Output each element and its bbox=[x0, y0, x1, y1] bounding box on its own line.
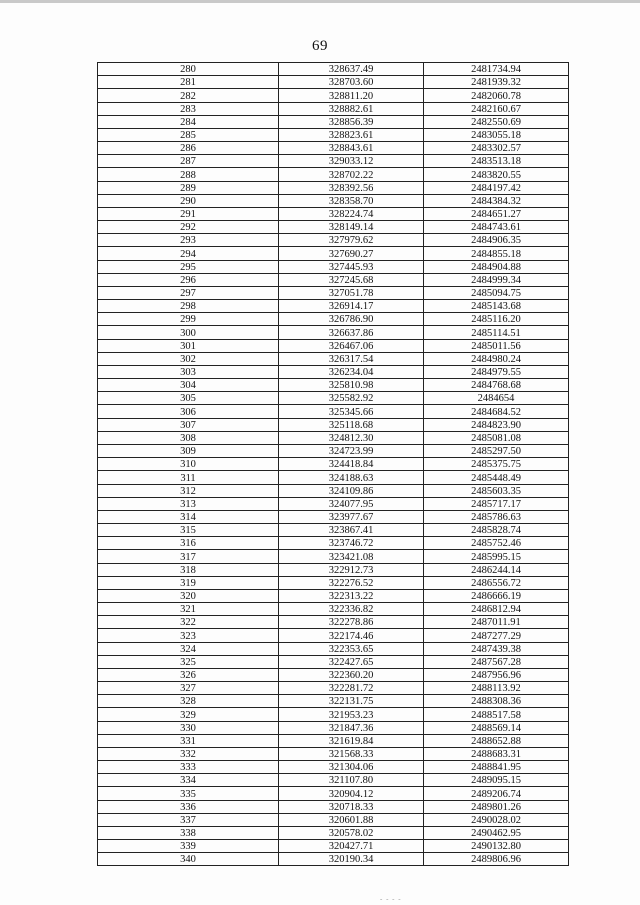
point-number-cell: 334 bbox=[98, 774, 279, 787]
point-number-cell: 306 bbox=[98, 405, 279, 418]
y-coordinate-cell: 2485375.75 bbox=[424, 458, 569, 471]
point-number-cell: 285 bbox=[98, 128, 279, 141]
x-coordinate-cell: 326786.90 bbox=[279, 313, 424, 326]
y-coordinate-cell: 2486244.14 bbox=[424, 563, 569, 576]
y-coordinate-cell: 2485081.08 bbox=[424, 431, 569, 444]
x-coordinate-cell: 322131.75 bbox=[279, 695, 424, 708]
x-coordinate-cell: 323421.08 bbox=[279, 550, 424, 563]
table-row bbox=[98, 313, 569, 326]
point-number-cell: 320 bbox=[98, 589, 279, 602]
y-coordinate-cell: 2486556.72 bbox=[424, 576, 569, 589]
table-row bbox=[98, 260, 569, 273]
scan-artifact: - - - - bbox=[380, 895, 402, 903]
y-coordinate-cell: 2487956.96 bbox=[424, 668, 569, 681]
table-row bbox=[98, 747, 569, 760]
table-row bbox=[98, 168, 569, 181]
y-coordinate-cell: 2490462.95 bbox=[424, 826, 569, 839]
point-number-cell: 329 bbox=[98, 708, 279, 721]
x-coordinate-cell: 320578.02 bbox=[279, 826, 424, 839]
point-number-cell: 292 bbox=[98, 221, 279, 234]
point-number-cell: 286 bbox=[98, 142, 279, 155]
y-coordinate-cell: 2487439.38 bbox=[424, 642, 569, 655]
table-row bbox=[98, 142, 569, 155]
x-coordinate-cell: 324188.63 bbox=[279, 471, 424, 484]
y-coordinate-cell: 2485786.63 bbox=[424, 510, 569, 523]
point-number-cell: 326 bbox=[98, 668, 279, 681]
x-coordinate-cell: 328882.61 bbox=[279, 102, 424, 115]
x-coordinate-cell: 324812.30 bbox=[279, 431, 424, 444]
point-number-cell: 290 bbox=[98, 194, 279, 207]
y-coordinate-cell: 2486666.19 bbox=[424, 589, 569, 602]
table-row bbox=[98, 616, 569, 629]
y-coordinate-cell: 2488569.14 bbox=[424, 721, 569, 734]
table-row bbox=[98, 589, 569, 602]
x-coordinate-cell: 328856.39 bbox=[279, 115, 424, 128]
y-coordinate-cell: 2485752.46 bbox=[424, 537, 569, 550]
table-row bbox=[98, 695, 569, 708]
point-number-cell: 319 bbox=[98, 576, 279, 589]
y-coordinate-cell: 2485717.17 bbox=[424, 497, 569, 510]
point-number-cell: 328 bbox=[98, 695, 279, 708]
y-coordinate-cell: 2481939.32 bbox=[424, 76, 569, 89]
x-coordinate-cell: 323746.72 bbox=[279, 537, 424, 550]
x-coordinate-cell: 327979.62 bbox=[279, 234, 424, 247]
point-number-cell: 287 bbox=[98, 155, 279, 168]
x-coordinate-cell: 320190.34 bbox=[279, 853, 424, 866]
y-coordinate-cell: 2488113.92 bbox=[424, 682, 569, 695]
point-number-cell: 325 bbox=[98, 655, 279, 668]
y-coordinate-cell: 2484906.35 bbox=[424, 234, 569, 247]
y-coordinate-cell: 2487567.28 bbox=[424, 655, 569, 668]
point-number-cell: 338 bbox=[98, 826, 279, 839]
y-coordinate-cell: 2485828.74 bbox=[424, 524, 569, 537]
y-coordinate-cell: 2485094.75 bbox=[424, 286, 569, 299]
table-row bbox=[98, 63, 569, 76]
table-row bbox=[98, 339, 569, 352]
y-coordinate-cell: 2482550.69 bbox=[424, 115, 569, 128]
y-coordinate-cell: 2484999.34 bbox=[424, 273, 569, 286]
table-row bbox=[98, 471, 569, 484]
y-coordinate-cell: 2488683.31 bbox=[424, 747, 569, 760]
point-number-cell: 332 bbox=[98, 747, 279, 760]
x-coordinate-cell: 324109.86 bbox=[279, 484, 424, 497]
y-coordinate-cell: 2488517.58 bbox=[424, 708, 569, 721]
point-number-cell: 302 bbox=[98, 352, 279, 365]
point-number-cell: 337 bbox=[98, 813, 279, 826]
point-number-cell: 280 bbox=[98, 63, 279, 76]
table-row bbox=[98, 682, 569, 695]
y-coordinate-cell: 2485297.50 bbox=[424, 444, 569, 457]
page-top-edge bbox=[0, 0, 640, 3]
x-coordinate-cell: 321953.23 bbox=[279, 708, 424, 721]
x-coordinate-cell: 321619.84 bbox=[279, 734, 424, 747]
point-number-cell: 314 bbox=[98, 510, 279, 523]
y-coordinate-cell: 2486812.94 bbox=[424, 603, 569, 616]
table-row bbox=[98, 734, 569, 747]
point-number-cell: 303 bbox=[98, 365, 279, 378]
point-number-cell: 281 bbox=[98, 76, 279, 89]
table-row bbox=[98, 813, 569, 826]
y-coordinate-cell: 2489095.15 bbox=[424, 774, 569, 787]
table-row bbox=[98, 655, 569, 668]
page-number: 69 bbox=[312, 38, 328, 54]
table-row bbox=[98, 155, 569, 168]
point-number-cell: 300 bbox=[98, 326, 279, 339]
y-coordinate-cell: 2489806.96 bbox=[424, 853, 569, 866]
x-coordinate-cell: 328358.70 bbox=[279, 194, 424, 207]
point-number-cell: 327 bbox=[98, 682, 279, 695]
y-coordinate-cell: 2485116.20 bbox=[424, 313, 569, 326]
y-coordinate-cell: 2484384.32 bbox=[424, 194, 569, 207]
table-row bbox=[98, 550, 569, 563]
point-number-cell: 315 bbox=[98, 524, 279, 537]
coordinates-table bbox=[97, 62, 569, 866]
y-coordinate-cell: 2484904.88 bbox=[424, 260, 569, 273]
point-number-cell: 322 bbox=[98, 616, 279, 629]
point-number-cell: 324 bbox=[98, 642, 279, 655]
y-coordinate-cell: 2483513.18 bbox=[424, 155, 569, 168]
point-number-cell: 335 bbox=[98, 787, 279, 800]
point-number-cell: 298 bbox=[98, 300, 279, 313]
x-coordinate-cell: 328149.14 bbox=[279, 221, 424, 234]
x-coordinate-cell: 328702.22 bbox=[279, 168, 424, 181]
table-row bbox=[98, 629, 569, 642]
point-number-cell: 294 bbox=[98, 247, 279, 260]
table-row bbox=[98, 221, 569, 234]
table-row bbox=[98, 510, 569, 523]
point-number-cell: 284 bbox=[98, 115, 279, 128]
x-coordinate-cell: 322360.20 bbox=[279, 668, 424, 681]
point-number-cell: 318 bbox=[98, 563, 279, 576]
table-row bbox=[98, 787, 569, 800]
x-coordinate-cell: 325345.66 bbox=[279, 405, 424, 418]
x-coordinate-cell: 321568.33 bbox=[279, 747, 424, 760]
x-coordinate-cell: 327445.93 bbox=[279, 260, 424, 273]
y-coordinate-cell: 2487011.91 bbox=[424, 616, 569, 629]
point-number-cell: 309 bbox=[98, 444, 279, 457]
y-coordinate-cell: 2484855.18 bbox=[424, 247, 569, 260]
table-row bbox=[98, 365, 569, 378]
y-coordinate-cell: 2483302.57 bbox=[424, 142, 569, 155]
table-row bbox=[98, 234, 569, 247]
x-coordinate-cell: 328637.49 bbox=[279, 63, 424, 76]
table-row bbox=[98, 576, 569, 589]
y-coordinate-cell: 2488841.95 bbox=[424, 761, 569, 774]
y-coordinate-cell: 2485143.68 bbox=[424, 300, 569, 313]
point-number-cell: 304 bbox=[98, 379, 279, 392]
point-number-cell: 331 bbox=[98, 734, 279, 747]
table-row bbox=[98, 194, 569, 207]
x-coordinate-cell: 322281.72 bbox=[279, 682, 424, 695]
table-row bbox=[98, 642, 569, 655]
table-row bbox=[98, 761, 569, 774]
table-row bbox=[98, 826, 569, 839]
table-row bbox=[98, 418, 569, 431]
x-coordinate-cell: 326467.06 bbox=[279, 339, 424, 352]
x-coordinate-cell: 324418.84 bbox=[279, 458, 424, 471]
table-row bbox=[98, 458, 569, 471]
point-number-cell: 312 bbox=[98, 484, 279, 497]
x-coordinate-cell: 328823.61 bbox=[279, 128, 424, 141]
table-row bbox=[98, 207, 569, 220]
point-number-cell: 282 bbox=[98, 89, 279, 102]
x-coordinate-cell: 323977.67 bbox=[279, 510, 424, 523]
y-coordinate-cell: 2484197.42 bbox=[424, 181, 569, 194]
y-coordinate-cell: 2484768.68 bbox=[424, 379, 569, 392]
point-number-cell: 307 bbox=[98, 418, 279, 431]
table-row bbox=[98, 286, 569, 299]
point-number-cell: 313 bbox=[98, 497, 279, 510]
y-coordinate-cell: 2484980.24 bbox=[424, 352, 569, 365]
point-number-cell: 316 bbox=[98, 537, 279, 550]
table-row bbox=[98, 800, 569, 813]
table-row bbox=[98, 853, 569, 866]
table-row bbox=[98, 405, 569, 418]
y-coordinate-cell: 2484651.27 bbox=[424, 207, 569, 220]
point-number-cell: 291 bbox=[98, 207, 279, 220]
point-number-cell: 339 bbox=[98, 840, 279, 853]
point-number-cell: 301 bbox=[98, 339, 279, 352]
x-coordinate-cell: 328843.61 bbox=[279, 142, 424, 155]
table-row bbox=[98, 89, 569, 102]
point-number-cell: 333 bbox=[98, 761, 279, 774]
x-coordinate-cell: 326317.54 bbox=[279, 352, 424, 365]
y-coordinate-cell: 2485448.49 bbox=[424, 471, 569, 484]
x-coordinate-cell: 328703.60 bbox=[279, 76, 424, 89]
point-number-cell: 288 bbox=[98, 168, 279, 181]
x-coordinate-cell: 325582.92 bbox=[279, 392, 424, 405]
table-row bbox=[98, 668, 569, 681]
y-coordinate-cell: 2490132.80 bbox=[424, 840, 569, 853]
table-row bbox=[98, 181, 569, 194]
table-row bbox=[98, 563, 569, 576]
table-row bbox=[98, 352, 569, 365]
table-row bbox=[98, 537, 569, 550]
table-row bbox=[98, 774, 569, 787]
x-coordinate-cell: 322912.73 bbox=[279, 563, 424, 576]
y-coordinate-cell: 2483055.18 bbox=[424, 128, 569, 141]
table-row bbox=[98, 721, 569, 734]
x-coordinate-cell: 327690.27 bbox=[279, 247, 424, 260]
point-number-cell: 330 bbox=[98, 721, 279, 734]
x-coordinate-cell: 323867.41 bbox=[279, 524, 424, 537]
y-coordinate-cell: 2488308.36 bbox=[424, 695, 569, 708]
y-coordinate-cell: 2485603.35 bbox=[424, 484, 569, 497]
x-coordinate-cell: 329033.12 bbox=[279, 155, 424, 168]
table-row bbox=[98, 379, 569, 392]
table-row bbox=[98, 115, 569, 128]
x-coordinate-cell: 326637.86 bbox=[279, 326, 424, 339]
y-coordinate-cell: 2489801.26 bbox=[424, 800, 569, 813]
y-coordinate-cell: 2483820.55 bbox=[424, 168, 569, 181]
point-number-cell: 310 bbox=[98, 458, 279, 471]
table-row bbox=[98, 603, 569, 616]
y-coordinate-cell: 2489206.74 bbox=[424, 787, 569, 800]
x-coordinate-cell: 328392.56 bbox=[279, 181, 424, 194]
table-row bbox=[98, 247, 569, 260]
x-coordinate-cell: 328224.74 bbox=[279, 207, 424, 220]
point-number-cell: 289 bbox=[98, 181, 279, 194]
point-number-cell: 321 bbox=[98, 603, 279, 616]
point-number-cell: 317 bbox=[98, 550, 279, 563]
table-row bbox=[98, 300, 569, 313]
x-coordinate-cell: 327245.68 bbox=[279, 273, 424, 286]
x-coordinate-cell: 328811.20 bbox=[279, 89, 424, 102]
x-coordinate-cell: 322427.65 bbox=[279, 655, 424, 668]
table-row bbox=[98, 524, 569, 537]
x-coordinate-cell: 322313.22 bbox=[279, 589, 424, 602]
point-number-cell: 305 bbox=[98, 392, 279, 405]
x-coordinate-cell: 324723.99 bbox=[279, 444, 424, 457]
x-coordinate-cell: 322276.52 bbox=[279, 576, 424, 589]
point-number-cell: 296 bbox=[98, 273, 279, 286]
x-coordinate-cell: 321107.80 bbox=[279, 774, 424, 787]
coordinates-table-body bbox=[98, 63, 569, 866]
table-row bbox=[98, 273, 569, 286]
x-coordinate-cell: 327051.78 bbox=[279, 286, 424, 299]
x-coordinate-cell: 322174.46 bbox=[279, 629, 424, 642]
x-coordinate-cell: 321847.36 bbox=[279, 721, 424, 734]
point-number-cell: 308 bbox=[98, 431, 279, 444]
point-number-cell: 311 bbox=[98, 471, 279, 484]
point-number-cell: 297 bbox=[98, 286, 279, 299]
y-coordinate-cell: 2487277.29 bbox=[424, 629, 569, 642]
table-row bbox=[98, 392, 569, 405]
x-coordinate-cell: 325810.98 bbox=[279, 379, 424, 392]
x-coordinate-cell: 321304.06 bbox=[279, 761, 424, 774]
y-coordinate-cell: 2482060.78 bbox=[424, 89, 569, 102]
point-number-cell: 283 bbox=[98, 102, 279, 115]
y-coordinate-cell: 2484654 bbox=[424, 392, 569, 405]
table-row bbox=[98, 497, 569, 510]
y-coordinate-cell: 2485114.51 bbox=[424, 326, 569, 339]
x-coordinate-cell: 320904.12 bbox=[279, 787, 424, 800]
table-row bbox=[98, 431, 569, 444]
y-coordinate-cell: 2482160.67 bbox=[424, 102, 569, 115]
y-coordinate-cell: 2484979.55 bbox=[424, 365, 569, 378]
x-coordinate-cell: 322336.82 bbox=[279, 603, 424, 616]
y-coordinate-cell: 2484823.90 bbox=[424, 418, 569, 431]
table-row bbox=[98, 840, 569, 853]
table-row bbox=[98, 444, 569, 457]
point-number-cell: 323 bbox=[98, 629, 279, 642]
table-row bbox=[98, 76, 569, 89]
x-coordinate-cell: 326914.17 bbox=[279, 300, 424, 313]
table-row bbox=[98, 484, 569, 497]
x-coordinate-cell: 320718.33 bbox=[279, 800, 424, 813]
y-coordinate-cell: 2485995.15 bbox=[424, 550, 569, 563]
x-coordinate-cell: 320427.71 bbox=[279, 840, 424, 853]
point-number-cell: 336 bbox=[98, 800, 279, 813]
table-row bbox=[98, 708, 569, 721]
x-coordinate-cell: 322278.86 bbox=[279, 616, 424, 629]
y-coordinate-cell: 2481734.94 bbox=[424, 63, 569, 76]
point-number-cell: 295 bbox=[98, 260, 279, 273]
x-coordinate-cell: 324077.95 bbox=[279, 497, 424, 510]
table-row bbox=[98, 326, 569, 339]
y-coordinate-cell: 2484684.52 bbox=[424, 405, 569, 418]
x-coordinate-cell: 326234.04 bbox=[279, 365, 424, 378]
x-coordinate-cell: 320601.88 bbox=[279, 813, 424, 826]
y-coordinate-cell: 2484743.61 bbox=[424, 221, 569, 234]
x-coordinate-cell: 322353.65 bbox=[279, 642, 424, 655]
point-number-cell: 340 bbox=[98, 853, 279, 866]
point-number-cell: 293 bbox=[98, 234, 279, 247]
table-row bbox=[98, 102, 569, 115]
y-coordinate-cell: 2490028.02 bbox=[424, 813, 569, 826]
y-coordinate-cell: 2485011.56 bbox=[424, 339, 569, 352]
point-number-cell: 299 bbox=[98, 313, 279, 326]
y-coordinate-cell: 2488652.88 bbox=[424, 734, 569, 747]
table-row bbox=[98, 128, 569, 141]
x-coordinate-cell: 325118.68 bbox=[279, 418, 424, 431]
